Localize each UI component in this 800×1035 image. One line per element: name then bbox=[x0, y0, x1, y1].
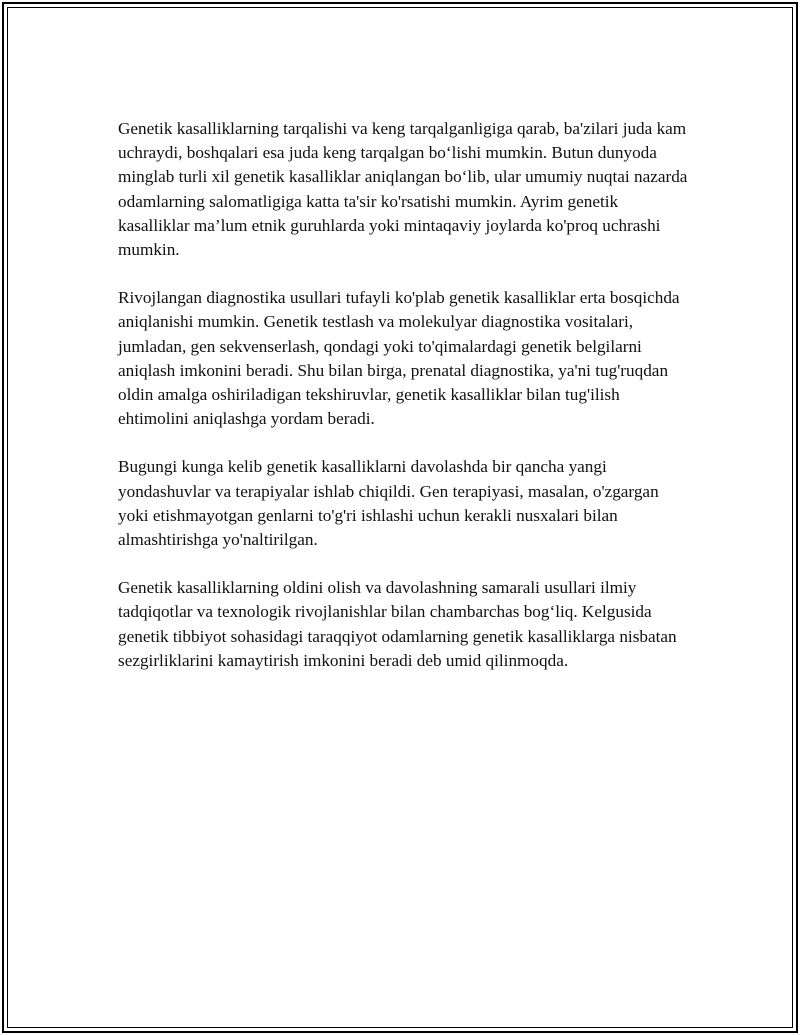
paragraph-treatment-approaches: Bugungi kunga kelib genetik kasalliklarni davolashda bir qancha yangi yondashuvlar va terapiyalar ishlab chiqildi. Gen terapiyasi, masalan, o'zgargan yoki etishmayotgan genlarni to'g'ri ishlashi uchun kerakli nusxalari bilan almashtirishga yo'naltirilgan. bbox=[118, 457, 659, 550]
document-body bbox=[118, 117, 688, 697]
paragraph-genetic-disease-prevalence: Genetik kasalliklarning tarqalishi va keng tarqalganligiga qarab, ba'zilari juda kam uchraydi, boshqalari esa juda keng tarqalgan bo‘lishi mumkin. Butun dunyoda minglab turli xil genetik kasalliklar aniqlangan bo‘lib, ular umumiy nuqtai nazarda odamlarning salomatligiga katta ta'sir ko'rsatishi mumkin. Ayrim genetik kasalliklar ma’lum etnik guruhlarda yoki mintaqaviy joylarda ko'proq uchrashi mumkin. bbox=[118, 119, 688, 260]
paragraph-diagnostics: Rivojlangan diagnostika usullari tufayli ko'plab genetik kasalliklar erta bosqichda aniqlanishi mumkin. Genetik testlash va molekulyar diagnostika vositalari, jumladan, gen sekvenserlash, qondagi yoki to'qimalardagi genetik belgilarni aniqlash imkonini beradi. Shu bilan birga, prenatal diagnostika, ya'ni tug'ruqdan oldin amalga oshiriladigan tekshiruvlar, genetik kasalliklar bilan tug'ilish ehtimolini aniqlashga yordam beradi. bbox=[118, 288, 680, 429]
paragraph-prevention-and-future: Genetik kasalliklarning oldini olish va davolashning samarali usullari ilmiy tadqiqotlar va texnologik rivojlanishlar bilan chambarchas bog‘liq. Kelgusida genetik tibbiyot sohasidagi taraqqiyot odamlarning genetik kasalliklarga nisbatan sezgirliklarini kamaytirish imkonini beradi deb umid qilinmoqda. bbox=[118, 578, 677, 670]
